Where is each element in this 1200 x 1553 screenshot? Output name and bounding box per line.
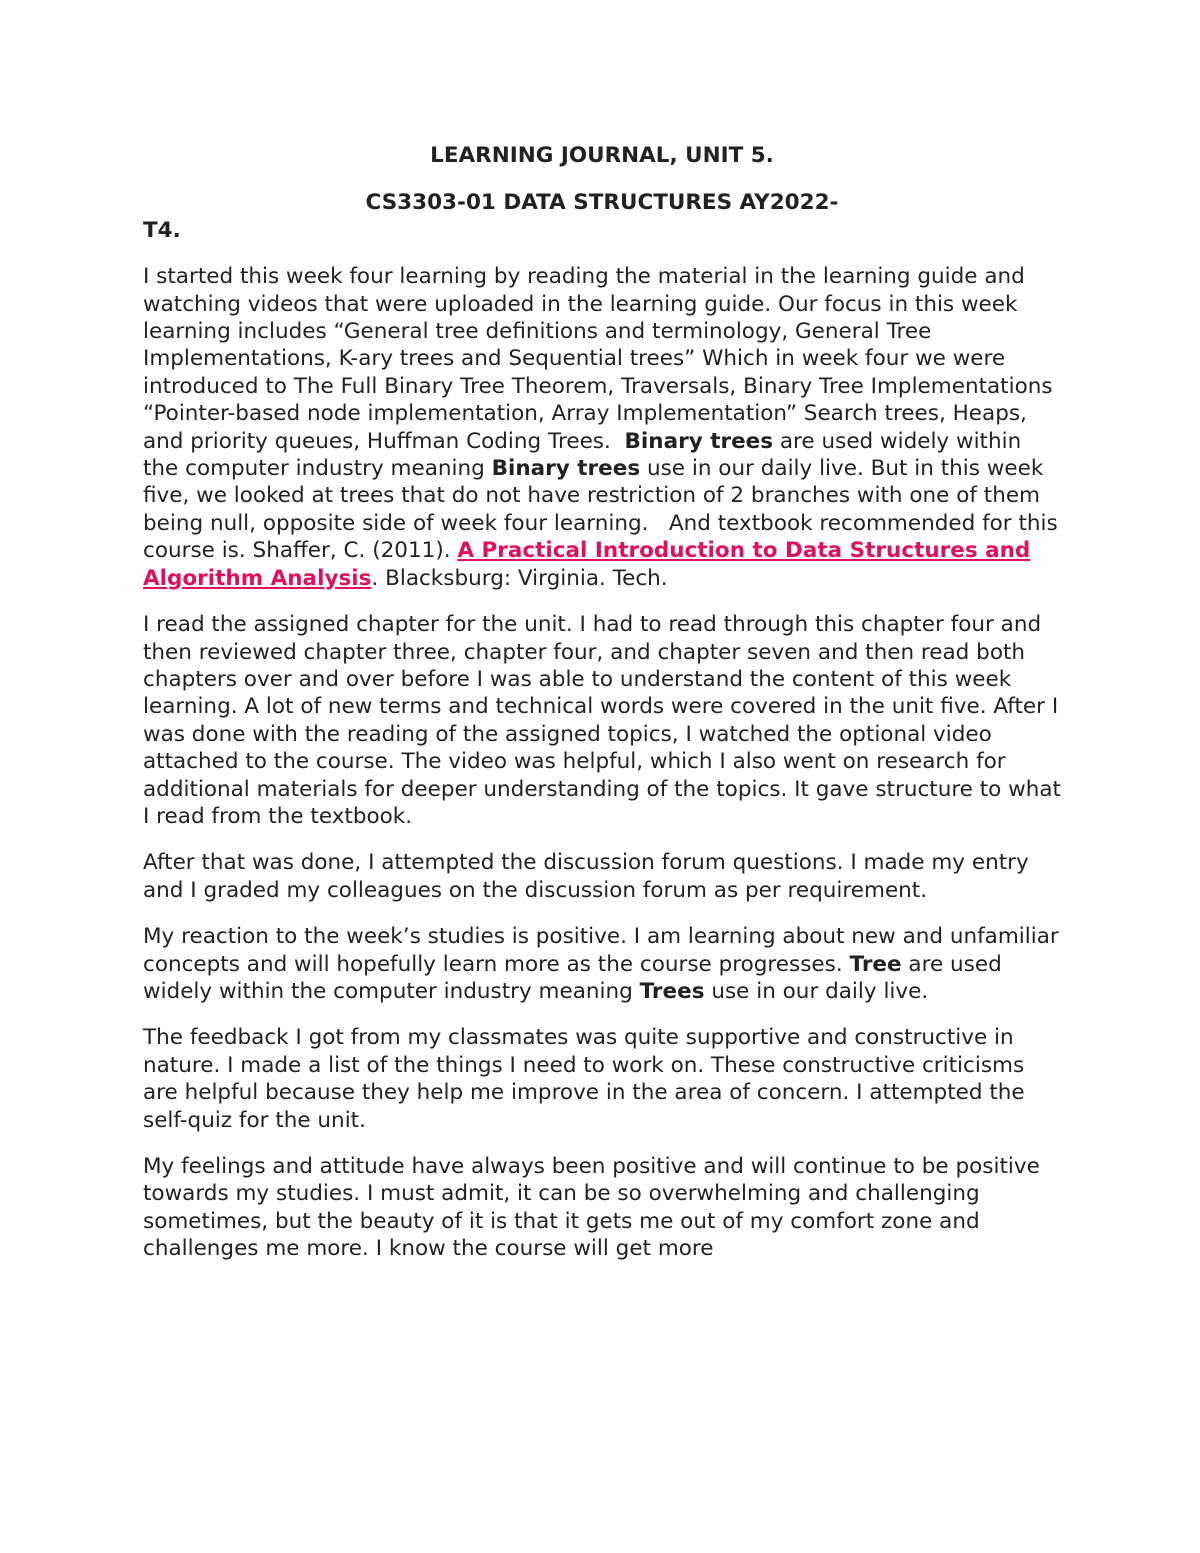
- course-term: T4.: [143, 217, 181, 243]
- paragraph-text: are used widely within the computer industry meaning: [143, 428, 1022, 482]
- textbook-link[interactable]: A Practical Introduction to Data Structures and Algorithm Analysis: [143, 538, 1031, 591]
- paragraph-text: are used widely within the computer industry meaning: [143, 951, 1002, 1004]
- paragraph-reading: I read the assigned chapter for the unit. I had to read through this chapter four and then reviewed chapter three, chapter four, and chapter seven and then read both chapters over and over before I was able to understand the content of this week learning. A lot of new terms and technical words were covered in the unit five. After I was done with the reading of the assigned topics, I watched the optional video attached to the course. The video was helpful, which I also went on research for additional materials for deeper understanding of the topics. It gave structure to what I read from the textbook.: [143, 612, 1061, 829]
- paragraph-feedback: The feedback I got from my classmates was quite supportive and constructive in nature. I made a list of the things I need to work on. These constructive criticisms are helpful because they help me improve in the area of concern. I attempted the self-quiz for the unit.: [143, 1025, 1025, 1133]
- paragraph-text: use in our daily live. But in this week five, we looked at trees that do not have restriction of 2 branches with one of them being null, opposite side of week four learning. And textbook recommended for this course is. Shaffer, C. (2011).: [143, 456, 1058, 564]
- bold-term: Binary trees: [624, 428, 774, 454]
- paragraph-feelings: My feelings and attitude have always been positive and will continue to be positive towards my studies. I must admit, it can be so overwhelming and challenging sometimes, but the beauty of it is that it gets me out of my comfort zone and challenges me more. I know the course will get more: [143, 1154, 1040, 1262]
- journal-title: LEARNING JOURNAL, UNIT 5.: [430, 143, 774, 168]
- paragraph-text: . Blacksburg: Virginia. Tech.: [371, 565, 668, 591]
- paragraph-text: use in our daily live.: [704, 978, 929, 1004]
- course-title: CS3303-01 DATA STRUCTURES AY2022-: [365, 190, 839, 216]
- paragraph-discussion: After that was done, I attempted the discussion forum questions. I made my entry and I graded my colleagues on the discussion forum as per requirement.: [143, 850, 1029, 903]
- paragraph-intro: [143, 263, 1061, 592]
- paragraph-text: My reaction to the week’s studies is positive. I am learning about new and unfamiliar concepts and will hopefully learn more as the course progresses.: [143, 924, 1059, 977]
- paragraph-text: I started this week four learning by reading the material in the learning guide and watching videos that were uploaded in the learning guide. Our focus in this week learning includes “General tree definitions and terminology, General Tree Implementations, K-ary trees and Sequential trees” Which in week four we were introduced to The Full Binary Tree Theorem, Traversals, Binary Tree Implementations “Pointer-based node implementation, Array Implementation” Search trees, Heaps, and priority queues, Huffman Coding Trees.: [143, 264, 1053, 454]
- bold-term: Tree: [849, 951, 902, 977]
- bold-term: Binary trees: [491, 456, 641, 482]
- paragraph-reaction: [143, 923, 1061, 1005]
- bold-term: Trees: [639, 978, 705, 1004]
- document-body: [143, 142, 1061, 1282]
